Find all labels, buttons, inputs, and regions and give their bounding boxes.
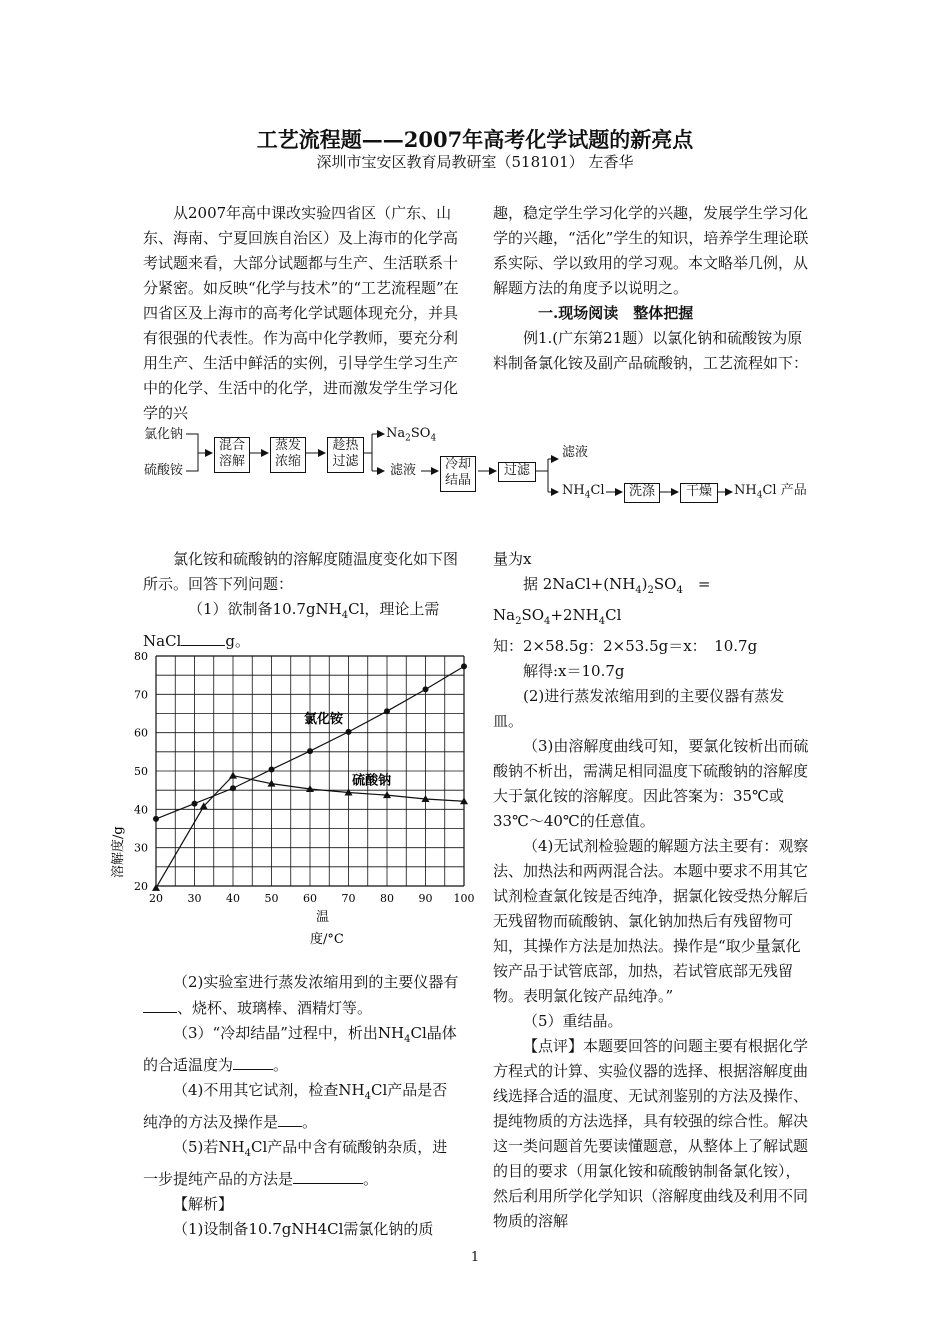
- question-2: （2)实验室进行蒸发浓缩用到的主要仪器有、烧杯、玻璃棒、酒精灯等。: [143, 970, 461, 1021]
- question-5: （5)若$NH_4Cl$产品中含有硫酸钠杂质，进一步提纯产品的方法是 。: [143, 1138, 448, 1188]
- process-flow-diagram: [140, 422, 820, 502]
- data-point-nh4cl: [461, 663, 467, 669]
- input-ammonium-sulfate: 硫酸铵: [144, 463, 184, 478]
- chart-grid: [156, 656, 464, 886]
- answer-2: (2)进行蒸发浓缩用到的主要仪器有蒸发皿。: [493, 687, 785, 730]
- data-point-nh4cl: [346, 729, 352, 735]
- intro-paragraph: 从2007年高中课改实验四省区（广东、山东、海南、宁夏回族自治区）及上海市的化学高考试题来看，大部分试题都与生产、生活联系十分紧密。如反映“化学与技术”的“工艺流程题”在四省区及上海市的高考化学试题体现充分，并具有很强的代表性。作为高中化学教师，要充分利用生产、生活中鲜活的实例，引导学生学习生产中的化学、生活中的化学，进而激发学生学习化学的兴: [143, 204, 459, 422]
- answers-right-column: [493, 547, 811, 1234]
- ratio-line: 知：2×58.5g：2×53.5g＝x： 10.7g: [493, 637, 758, 655]
- x-axis-label-2: 度/°C: [310, 932, 344, 947]
- question-1: （1）欲制备10.7gNH$_4$Cl，理论上需NaCl g。: [143, 600, 440, 650]
- series-label-na2so4: 硫酸钠: [352, 773, 392, 789]
- data-point-nh4cl: [230, 785, 236, 791]
- y-axis-label: 溶解度/g: [111, 826, 126, 878]
- data-point-nh4cl: [307, 748, 313, 754]
- answer-blank-4[interactable]: [278, 1109, 302, 1127]
- y-tick-label: 20: [134, 880, 148, 893]
- y-tick-label: 40: [134, 803, 148, 817]
- example-intro: 例1.(广东第21题）以氯化钠和硫酸铵为原料制备氯化铵及副产品硫酸钠，工艺流程如下：: [493, 329, 809, 372]
- box-cool-crystallize: 冷却结晶: [440, 456, 476, 492]
- y-tick-label: 70: [134, 688, 148, 702]
- answer-1-cont: 量为x: [493, 550, 532, 568]
- answer-5: （5）重结晶。: [523, 1012, 623, 1030]
- series-label-nh4cl: 氯化铵: [303, 712, 343, 728]
- input-nacl: 氯化钠: [144, 427, 184, 442]
- intro-right-column: [493, 201, 811, 376]
- question-3: （3）“冷却结晶”过程中，析出$NH_4Cl$晶体的合适温度为 。: [143, 1024, 457, 1074]
- y-tick-label: 60: [134, 726, 148, 740]
- box-dry: 干燥: [680, 483, 718, 503]
- x-axis-label-1: 温: [316, 910, 330, 925]
- questions-left-column: [143, 547, 461, 654]
- data-point-nh4cl: [384, 708, 390, 714]
- intro-paragraph-cont: 趣，稳定学生学习化学的兴趣，发展学生学习化学的兴趣，“活化”学生的知识，培养学生理论联系实际、学以致用的学习观。本文略举几例，从解题方法的角度予以说明之。: [493, 204, 809, 297]
- author-line: 深圳市宝安区教育局教研室（518101） 左香华: [316, 153, 634, 171]
- answer-1-start: （1)设制备10.7gNH4Cl需氯化钠的质: [173, 1220, 434, 1238]
- label-product: $NH_4Cl$ 产品: [734, 483, 807, 501]
- label-filtrate: 滤液: [390, 463, 417, 478]
- data-point-nh4cl: [423, 686, 429, 692]
- y-tick-label: 50: [134, 765, 148, 778]
- label-filtrate-2: 滤液: [562, 445, 589, 460]
- question-4: （4)不用其它试剂，检查$NH_4Cl$产品是否纯净的方法及操作是 。: [143, 1081, 448, 1131]
- x-tick-label: 90: [418, 892, 433, 905]
- data-point-na2so4: [152, 884, 160, 891]
- x-tick-label: 40: [226, 892, 240, 905]
- box-evaporate: 蒸发浓缩: [270, 437, 306, 473]
- x-tick-label: 50: [264, 892, 279, 905]
- box-wash: 洗涤: [624, 483, 660, 503]
- answer-4: （4)无试剂检验题的解题方法主要有：观察法、加热法和两两混合法。本题中要求不用其它试剂检查氯化铵是否纯净，据氯化铵受热分解后无残留物而硫酸钠、氯化钠加热后有残留物可知，其操作方法是加热法。操作是“取少量氯化铵产品于试管底部，加热，若试管底部无残留物。表明氯化铵产品纯净。”: [493, 837, 809, 1005]
- x-tick-label: 80: [380, 892, 394, 905]
- x-tick-label: 100: [453, 892, 475, 905]
- label-nh4cl: $NH_4Cl$: [562, 483, 605, 501]
- page-number: 1: [470, 1250, 480, 1265]
- y-tick-label: 30: [134, 841, 148, 855]
- answer-blank-2[interactable]: [143, 995, 177, 1013]
- x-tick-label: 70: [341, 892, 356, 905]
- data-point-na2so4: [229, 772, 237, 779]
- data-point-nh4cl: [192, 801, 198, 807]
- x-tick-label: 60: [303, 892, 317, 905]
- data-point-nh4cl: [269, 766, 275, 772]
- intro-left-column: [143, 201, 461, 426]
- box-filter: 过滤: [498, 462, 536, 482]
- output-na2so4: $Na_2SO_4$: [386, 426, 437, 444]
- answer-blank-5[interactable]: [293, 1166, 363, 1184]
- solubility-chart: [100, 640, 480, 960]
- solve-line: 解得:x＝10.7g: [523, 662, 625, 680]
- analysis-label: 【解析】: [173, 1195, 234, 1213]
- section-heading: 一.现场阅读 整体把握: [538, 304, 694, 322]
- input-bracket: [186, 434, 198, 471]
- answer-3: （3)由溶解度曲线可知，要氯化铵析出而硫酸钠不析出，需满足相同温度下硫酸钠的溶解度大于氯化铵的溶解度。因此答案为：35℃或33℃～40℃的任意值。: [493, 737, 809, 830]
- answer-blank-3[interactable]: [233, 1052, 273, 1070]
- equation: 据 $2NaCl+(NH_4)_2SO_4$ = $Na_2SO_4+2NH_4Cl$: [493, 575, 711, 627]
- comment: 【点评】本题要回答的问题主要有根据化学方程式的计算、实验仪器的选择、根据溶解度曲线选择合适的温度、无试剂鉴别的方法及操作、提纯物质的方法选择，具有较强的综合性。解决这一类问题首先要读懂题意，从整体上了解试题的目的要求（用氯化铵和硫酸钠制备氯化铵），然后利用所学化学知识（溶解度曲线及利用不同物质的溶解: [493, 1037, 809, 1230]
- data-point-nh4cl: [153, 816, 159, 822]
- x-tick-label: 20: [149, 892, 163, 905]
- page-title: 工艺流程题——2007年高考化学试题的新亮点: [256, 127, 694, 152]
- box-hot-filter: 趁热过滤: [327, 437, 364, 473]
- x-tick-label: 30: [187, 892, 202, 905]
- question-intro: 氯化铵和硫酸钠的溶解度随温度变化如下图所示。回答下列问题：: [143, 550, 459, 593]
- questions-left-cont: [143, 970, 461, 1242]
- box-mix-dissolve: 混合溶解: [214, 437, 250, 473]
- y-tick-label: 80: [134, 650, 148, 663]
